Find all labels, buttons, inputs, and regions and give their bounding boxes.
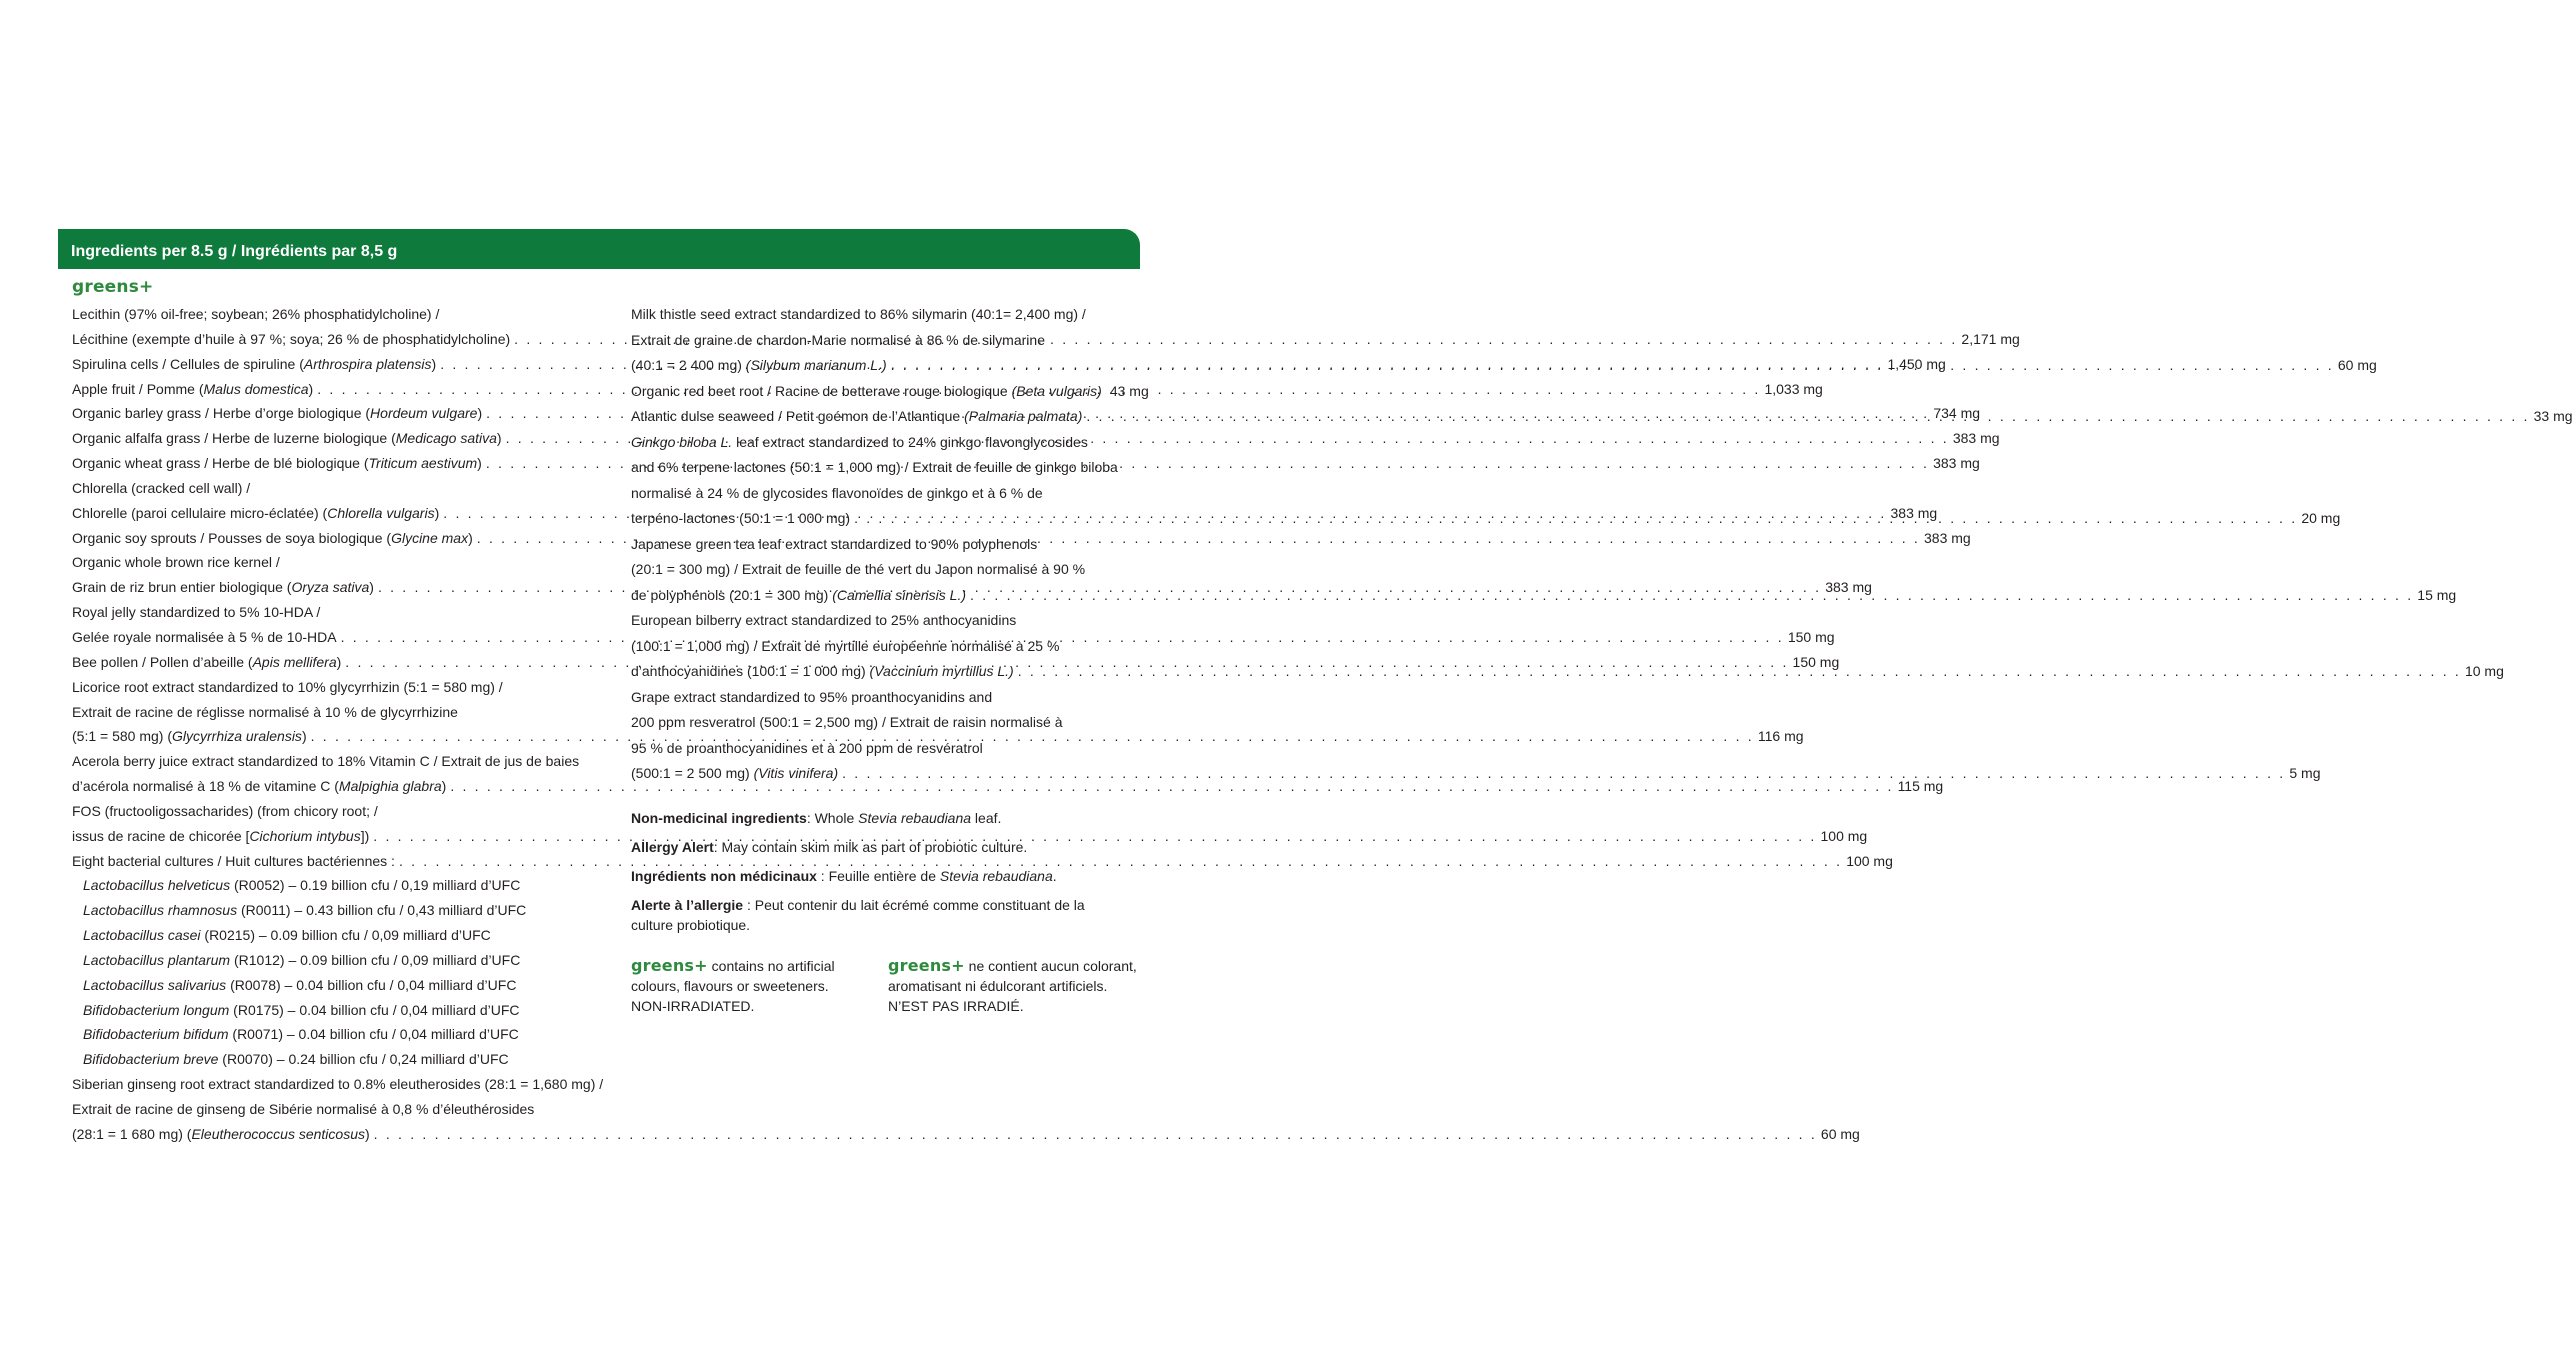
ingredient-text: ) xyxy=(441,778,447,795)
ingredient-name xyxy=(72,377,313,402)
ingredient-text: d’anthocyanidines (100:1 = 1 000 mg) xyxy=(631,663,870,679)
ingredient-name xyxy=(631,353,887,379)
ingredient-name xyxy=(631,506,850,532)
ingredient-name xyxy=(72,774,446,799)
ingredient-text: ) xyxy=(431,355,437,372)
ingredient-line: Japanese green tea leaf extract standardized to 90% polyphenols xyxy=(631,535,1038,552)
ingredient-row xyxy=(631,379,1149,405)
ingredients-header: Ingredients per 8.5 g / Ingrédients par 8,5 g xyxy=(58,229,1140,269)
species-name: Ginkgo biloba L. xyxy=(631,433,733,450)
ingredient-amount: 383 mg xyxy=(1933,455,1980,472)
ingredient-text: leaf extract standardized to 24% ginkgo flavonglycosides xyxy=(732,433,1088,450)
ingredient-text: ) xyxy=(477,405,483,422)
ingredient-text: issus de racine de chicorée [ xyxy=(72,827,250,844)
ingredient-text: . xyxy=(1052,868,1057,884)
ingredient-text: Organic alfalfa grass / Herbe de luzerne biologique ( xyxy=(72,430,396,447)
ingredient-name xyxy=(631,583,966,609)
ingredient-line: 95 % de proanthocyanidines et à 200 ppm de resvératrol xyxy=(631,739,983,756)
species-name: (Silybum marianum L.) xyxy=(745,357,887,373)
ingredient-name xyxy=(72,849,395,874)
ingredient-text: : Whole xyxy=(806,810,859,826)
ingredient-line: Milk thistle seed extract standardized to 86% silymarin (40:1= 2,400 mg) / xyxy=(631,306,1086,322)
ingredient-amount: 100 mg xyxy=(1820,827,1868,844)
species-name: Bifidobacterium longum xyxy=(83,1001,230,1018)
ingredient-line: Extrait de racine de ginseng de Sibérie normalisé à 0,8 % d’éleuthérosides xyxy=(72,1101,535,1117)
ingredient-text: (R0070) – 0.24 billion cfu / 0,24 milliard d’UFC xyxy=(218,1051,509,1068)
species-name: (Camellia sinensis L.) xyxy=(832,586,967,603)
ingredient-text: Ingrédients non médicinaux xyxy=(631,868,817,884)
ingredient-amount: 1,450 mg xyxy=(1887,355,1946,372)
species-name: (Beta vulgaris) xyxy=(1011,382,1102,399)
ingredient-text: (R1012) – 0.09 billion cfu / 0,09 milliard d’UFC xyxy=(230,951,521,968)
bacterial-culture-line xyxy=(72,948,610,973)
species-name: (Palmaria palmata) xyxy=(964,408,1083,424)
dot-leader xyxy=(399,849,1842,874)
ingredient-amount: 383 mg xyxy=(1890,504,1938,521)
ingredient-text: Grain de riz brun entier biologique ( xyxy=(72,579,292,596)
ingredient-line: Royal jelly standardized to 5% 10-HDA / xyxy=(72,604,321,621)
bacterial-culture-line xyxy=(72,998,610,1023)
ingredient-name xyxy=(72,401,482,426)
species-name: Hordeum vulgare xyxy=(370,405,478,422)
species-name: Stevia rebaudiana xyxy=(858,810,972,826)
species-name: Cichorium intybus xyxy=(249,827,361,844)
ingredient-text: (R0215) – 0.09 billion cfu / 0,09 milliard d’UFC xyxy=(200,927,491,944)
species-name: (Vitis vinifera) xyxy=(753,765,839,781)
species-name: (Vaccinium myrtillus L.) xyxy=(869,663,1014,679)
ingredient-line: Chlorella (cracked cell wall) / xyxy=(72,479,251,496)
ingredient-name xyxy=(72,501,439,526)
ingredient-text: Gelée royale normalisée à 5 % de 10-HDA xyxy=(72,628,337,645)
species-name: Bifidobacterium bifidum xyxy=(83,1026,229,1043)
ingredient-text: Organic wheat grass / Herbe de blé biologique ( xyxy=(72,455,369,472)
ingredient-text: Alerte à l’allergie xyxy=(631,897,744,913)
ingredient-amount: 383 mg xyxy=(1952,430,2000,447)
ingredient-text: Apple fruit / Pomme ( xyxy=(72,380,204,397)
ingredient-line: Extrait de graine de chardon-Marie normalisé à 86 % de silymarine xyxy=(631,331,1045,348)
dot-leader xyxy=(1086,404,2529,430)
species-name: Apis mellifera xyxy=(252,653,337,670)
ingredient-text: ) xyxy=(468,529,473,546)
ingredient-text: Bee pollen / Pollen d’abeille ( xyxy=(72,653,253,670)
ingredient-text: ]) xyxy=(360,827,370,844)
ingredient-amount: 734 mg xyxy=(1933,405,1981,422)
note-paragraph xyxy=(631,866,1101,886)
ingredient-text: ) xyxy=(496,430,502,447)
footer-note-fr xyxy=(888,956,1138,1016)
ingredient-amount: 1,033 mg xyxy=(1764,380,1823,397)
ingredient-text: (40:1 = 2 400 mg) xyxy=(631,357,746,373)
species-name: Lactobacillus rhamnosus xyxy=(83,902,238,919)
ingredient-amount: 60 mg xyxy=(1820,1125,1860,1142)
ingredient-text: ) xyxy=(365,1125,370,1142)
ingredient-text: (R0078) – 0.04 billion cfu / 0,04 milliard d’UFC xyxy=(226,976,517,993)
ingredient-line: European bilberry extract standardized to 25% anthocyanidins xyxy=(631,612,1017,628)
species-name: Glycyrrhiza uralensis xyxy=(172,728,302,745)
ingredient-line: normalisé à 24 % de glycosides flavonoïdes de ginkgo et à 6 % de xyxy=(631,484,1043,501)
footer-note-en xyxy=(631,956,861,1016)
bacterial-culture-line xyxy=(72,873,610,898)
ingredient-amount: 383 mg xyxy=(1924,529,1971,546)
footer-brand-fr: greens+ xyxy=(888,956,965,975)
dot-leader xyxy=(970,583,2413,609)
ingredient-notes xyxy=(631,808,1101,944)
ingredient-name xyxy=(631,379,1102,405)
ingredient-amount: 33 mg xyxy=(2533,408,2573,424)
ingredient-name xyxy=(72,526,473,551)
ingredient-line: Lecithin (97% oil-free; soybean; 26% phosphatidylcholine) / xyxy=(72,306,440,322)
bacterial-culture-line xyxy=(72,973,610,998)
dot-leader xyxy=(842,761,2285,787)
ingredient-amount: 100 mg xyxy=(1846,852,1893,869)
ingredient-text: Atlantic dulse seaweed / Petit goémon de l’Atlantique xyxy=(631,408,965,424)
ingredient-text: de polyphénols (20:1 = 300 mg) xyxy=(631,586,833,603)
ingredient-line: FOS (fructooligossacharides) (from chicory root; / xyxy=(72,802,378,819)
ingredient-text: terpéno-lactones (50:1 = 1 000 mg) xyxy=(631,510,851,526)
ingredient-name xyxy=(72,824,369,849)
ingredient-name xyxy=(72,1122,370,1147)
ingredient-name xyxy=(72,650,341,675)
species-name: Arthrospira platensis xyxy=(303,355,432,372)
ingredient-name xyxy=(72,426,502,451)
dot-leader xyxy=(891,353,2334,379)
bacterial-culture-line xyxy=(72,923,610,948)
ingredient-amount: 383 mg xyxy=(1825,579,1872,596)
ingredient-text: (R0052) – 0.19 billion cfu / 0,19 milliard d’UFC xyxy=(230,877,521,894)
ingredient-text: : Peut contenir du lait écrémé comme constituant de la culture probiotique. xyxy=(631,897,1085,933)
ingredient-amount: 116 mg xyxy=(1757,728,1804,745)
footer-text-en: contains no artificial colours, flavours or sweeteners. NON-IRRADIATED. xyxy=(631,958,835,1014)
ingredient-text: ) xyxy=(369,579,374,596)
ingredient-text: ) xyxy=(477,455,482,472)
footer-brand-en: greens+ xyxy=(631,956,708,975)
ingredient-text: : Feuille entière de xyxy=(816,868,940,884)
species-name: Malus domestica xyxy=(203,380,309,397)
ingredient-text: (28:1 = 1 680 mg) ( xyxy=(72,1125,192,1142)
ingredient-amount: 115 mg xyxy=(1897,778,1944,795)
ingredient-line: Acerola berry juice extract standardized to 18% Vitamin C / Extrait de jus de baies xyxy=(72,753,580,770)
species-name: Bifidobacterium breve xyxy=(83,1051,219,1068)
ingredient-text: Non-medicinal ingredients xyxy=(631,810,807,826)
ingredient-text: Allergy Alert xyxy=(631,839,714,855)
ingredient-text: Spirulina cells / Cellules de spiruline ( xyxy=(72,355,304,372)
ingredient-line xyxy=(631,430,1133,456)
note-paragraph xyxy=(631,837,1101,857)
ingredient-amount: 15 mg xyxy=(2417,586,2457,603)
ingredient-name xyxy=(631,761,838,787)
ingredient-row xyxy=(72,1122,1860,1147)
ingredient-text: d’acérola normalisé à 18 % de vitamine C ( xyxy=(72,778,339,795)
ingredient-text: Chlorelle (paroi cellulaire micro-éclatée) ( xyxy=(72,504,328,521)
ingredient-text: (500:1 = 2 500 mg) xyxy=(631,765,754,781)
species-name: Medicago sativa xyxy=(395,430,497,447)
species-name: Triticum aestivum xyxy=(368,455,478,472)
ingredient-amount: 43 mg xyxy=(1109,382,1149,399)
ingredient-line: Grape extract standardized to 95% proanthocyanidins and xyxy=(631,688,993,705)
ingredient-line: 200 ppm resveratrol (500:1 = 2,500 mg) / Extrait de raisin normalisé à xyxy=(631,714,1063,730)
species-name: Lactobacillus salivarius xyxy=(83,976,227,993)
ingredient-line: Organic whole brown rice kernel / xyxy=(72,554,280,571)
ingredient-amount: 5 mg xyxy=(2289,765,2321,781)
footer-text-fr: ne contient aucun colorant, aromatisant ni édulcorant artificiels. N’EST PAS IRRADIÉ. xyxy=(888,958,1137,1014)
bacterial-culture-line xyxy=(72,898,610,923)
ingredient-text: (R0011) – 0.43 billion cfu / 0,43 milliard d’UFC xyxy=(237,902,527,919)
species-name: Lactobacillus helveticus xyxy=(83,877,231,894)
species-name: Malpighia glabra xyxy=(338,778,442,795)
ingredient-name xyxy=(72,625,337,650)
ingredient-amount: 60 mg xyxy=(2337,357,2377,373)
species-name: Glycine max xyxy=(391,529,469,546)
ingredient-text: : May contain skim milk as part of probiotic culture. xyxy=(713,839,1028,855)
ingredient-amount: 10 mg xyxy=(2464,663,2504,679)
ingredient-text: Eight bacterial cultures / Huit cultures bactériennes : xyxy=(72,852,395,869)
ingredient-text: ) xyxy=(336,653,342,670)
ingredient-line: Licorice root extract standardized to 10% glycyrrhizin (5:1 = 580 mg) / xyxy=(72,678,503,695)
ingredient-line: (20:1 = 300 mg) / Extrait de feuille de thé vert du Japon normalisé à 90 % xyxy=(631,561,1086,577)
ingredient-row xyxy=(72,849,1893,874)
ingredient-amount: 150 mg xyxy=(1787,628,1835,645)
dot-leader xyxy=(1018,659,2461,685)
ingredient-text: (R0175) – 0.04 billion cfu / 0,04 milliard d’UFC xyxy=(229,1001,520,1018)
ingredient-row xyxy=(72,774,1944,799)
ingredient-text: ) xyxy=(434,504,440,521)
bacterial-culture-line xyxy=(72,1047,610,1072)
ingredient-amount: 150 mg xyxy=(1792,653,1840,670)
ingredient-text: Organic barley grass / Herbe d’orge biologique ( xyxy=(72,405,371,422)
species-name: Lactobacillus plantarum xyxy=(83,951,231,968)
ingredient-text: ) xyxy=(301,728,307,745)
ingredient-amount: 20 mg xyxy=(2301,510,2341,526)
ingredient-line: and 6% terpene lactones (50:1 = 1,000 mg) / Extrait de feuille de ginkgo biloba xyxy=(631,459,1118,475)
species-name: Lactobacillus casei xyxy=(83,927,201,944)
brand-logo: greens+ xyxy=(72,277,154,297)
species-name: Chlorella vulgaris xyxy=(327,504,435,521)
ingredient-name xyxy=(72,327,510,352)
ingredient-text: Organic red beet root / Racine de betterave rouge biologique xyxy=(631,382,1012,399)
bacterial-culture-line xyxy=(72,1022,610,1047)
ingredient-line: Siberian ginseng root extract standardized to 0.8% eleutherosides (28:1 = 1,680 mg) / xyxy=(72,1076,604,1093)
species-name: Stevia rebaudiana xyxy=(939,868,1053,884)
note-paragraph xyxy=(631,808,1101,828)
ingredient-text: Organic soy sprouts / Pousses de soya biologique ( xyxy=(72,529,392,546)
dot-leader xyxy=(854,506,2297,532)
species-name: Oryza sativa xyxy=(291,579,370,596)
ingredient-name xyxy=(72,724,307,749)
ingredient-text: Lécithine (exempte d’huile à 97 %; soya; 26 % de phosphatidylcholine) xyxy=(72,330,511,347)
species-name: Eleutherococcus senticosus xyxy=(191,1125,365,1142)
ingredient-line: (100:1 = 1,000 mg) / Extrait de myrtille européenne normalisé à 25 % xyxy=(631,637,1060,654)
ingredient-amount: 2,171 mg xyxy=(1961,330,2020,347)
ingredient-text: (5:1 = 580 mg) ( xyxy=(72,728,172,745)
ingredient-name xyxy=(631,659,1014,685)
note-paragraph xyxy=(631,895,1101,935)
ingredient-name xyxy=(631,404,1082,430)
ingredient-name xyxy=(72,352,436,377)
ingredient-line: Extrait de racine de réglisse normalisé à 10 % de glycyrrhizine xyxy=(72,703,458,720)
ingredient-text: (R0071) – 0.04 billion cfu / 0,04 milliard d’UFC xyxy=(228,1026,519,1043)
ingredient-name xyxy=(72,451,482,476)
ingredient-text: ) xyxy=(308,380,314,397)
dot-leader xyxy=(374,1122,1817,1147)
ingredient-text: leaf. xyxy=(971,810,1002,826)
ingredient-name xyxy=(72,575,374,600)
